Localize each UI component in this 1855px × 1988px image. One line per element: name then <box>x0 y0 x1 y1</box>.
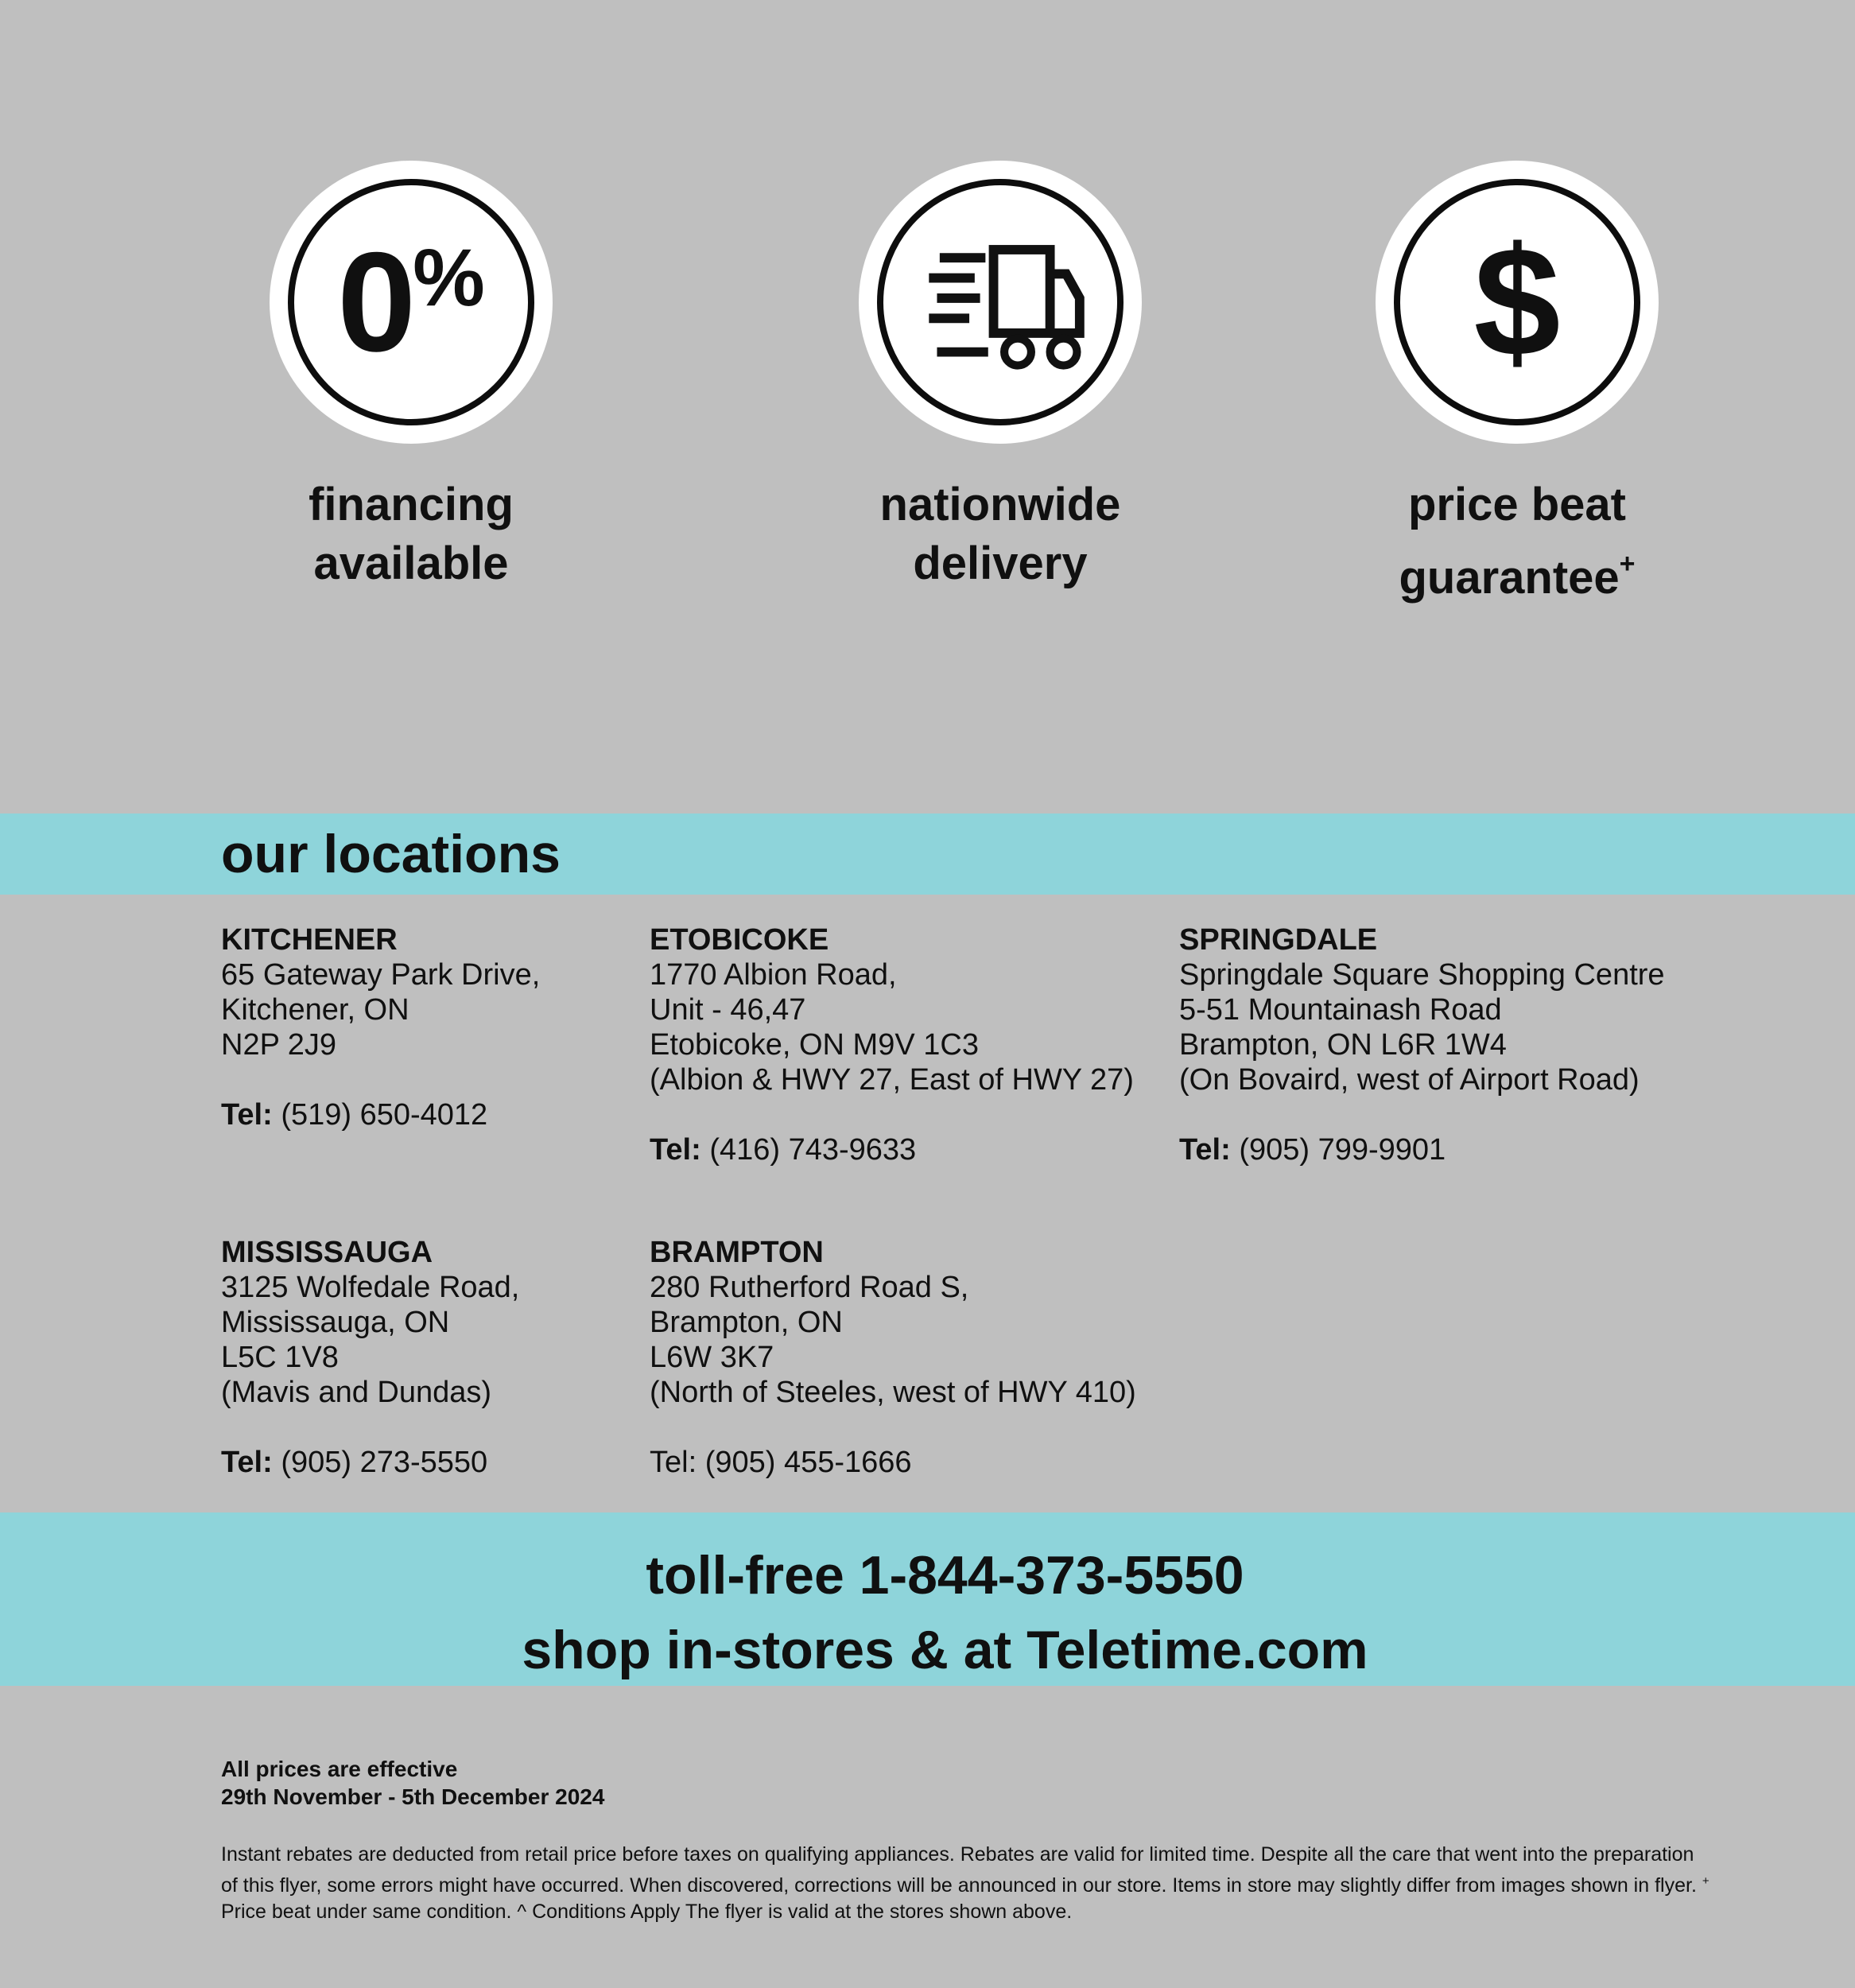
fine-print-line: Price beat under same condition. ^ Conditions Apply The flyer is valid at the stores shown above. <box>221 1901 1073 1923</box>
locations-banner <box>0 813 1855 895</box>
feature-delivery <box>794 161 1207 593</box>
phone-line <box>650 1445 1179 1480</box>
address-line: 3125 Wolfedale Road, <box>221 1271 520 1304</box>
tel-label: Tel: <box>650 1446 697 1479</box>
address-line: Brampton, ON <box>650 1306 843 1339</box>
feature-label-line: available <box>313 538 509 589</box>
address-line: 1770 Albion Road, <box>650 958 897 992</box>
address-line: (Mavis and Dundas) <box>221 1376 492 1409</box>
prices-effective-note <box>221 1755 604 1811</box>
fine-print-text: of this flyer, some errors might have occurred. When discovered, corrections will be announced in our store. Items in store may slightly differ from images shown in flyer. <box>221 1874 1697 1897</box>
address-line: L6W 3K7 <box>650 1341 774 1374</box>
zero-percent-icon <box>270 161 553 444</box>
feature-label-text: guarantee <box>1399 552 1620 604</box>
delivery-truck-glyph <box>913 227 1088 378</box>
phone-number: (905) 273-5550 <box>281 1446 488 1479</box>
address-line: Kitchener, ON <box>221 993 409 1027</box>
location-springdale <box>1179 922 1855 1167</box>
tel-label: Tel: <box>221 1098 273 1132</box>
location-name: BRAMPTON <box>650 1236 824 1269</box>
dollar-glyph: $ <box>1473 215 1561 389</box>
fine-print-line: Instant rebates are deducted from retail price before taxes on qualifying appliances. Rebates are valid for limited time. Despite all the care that went into the preparation <box>221 1843 1694 1866</box>
guarantee-superscript: + <box>1619 549 1636 579</box>
location-etobicoke <box>650 922 1179 1167</box>
feature-label-line: delivery <box>913 538 1088 589</box>
fine-print <box>221 1842 1709 1925</box>
address-line: Mississauga, ON <box>221 1306 450 1339</box>
address-line: Etobicoke, ON M9V 1C3 <box>650 1028 979 1062</box>
tel-label: Tel: <box>650 1133 701 1167</box>
fine-print-line <box>221 1868 1709 1899</box>
phone-line <box>1179 1132 1855 1167</box>
location-name: MISSISSAUGA <box>221 1236 433 1269</box>
feature-label-line <box>1310 534 1724 608</box>
locations-row-1 <box>221 922 1855 1167</box>
prices-effective-dates: 29th November - 5th December 2024 <box>221 1784 605 1809</box>
zero-digit: 0 <box>337 223 413 382</box>
location-brampton <box>650 1235 1179 1480</box>
feature-price-beat <box>1310 161 1724 608</box>
address-line: 5-51 Mountainash Road <box>1179 993 1502 1027</box>
locations-banner-title: our locations <box>221 824 561 884</box>
location-mississauga <box>221 1235 650 1480</box>
feature-financing <box>204 161 618 593</box>
phone-line <box>650 1132 1179 1167</box>
phone-line <box>221 1097 650 1132</box>
phone-line <box>221 1445 650 1480</box>
icon-ring <box>288 179 534 425</box>
feature-label-line: nationwide <box>879 479 1121 530</box>
zero-percent-text <box>337 223 485 382</box>
tel-label: Tel: <box>221 1446 273 1479</box>
phone-number: (519) 650-4012 <box>281 1098 488 1132</box>
fine-print-superscript: + <box>1702 1874 1709 1888</box>
feature-financing-label <box>204 476 618 593</box>
address-line: (On Bovaird, west of Airport Road) <box>1179 1063 1640 1097</box>
address-line: (North of Steeles, west of HWY 410) <box>650 1376 1136 1409</box>
feature-delivery-label <box>794 476 1207 593</box>
feature-label-line: price beat <box>1408 479 1626 530</box>
icon-ring <box>877 179 1123 425</box>
locations-row-2 <box>221 1235 1855 1480</box>
shop-online-line: shop in-stores & at Teletime.com <box>522 1620 1368 1680</box>
location-name: ETOBICOKE <box>650 923 829 957</box>
feature-label-line: financing <box>309 479 514 530</box>
address-line: Springdale Square Shopping Centre <box>1179 958 1665 992</box>
phone-number: (416) 743-9633 <box>709 1133 917 1167</box>
phone-number: (905) 799-9901 <box>1239 1133 1446 1167</box>
icon-ring <box>1394 179 1640 425</box>
locations-section <box>221 922 1855 1480</box>
address-line: Unit - 46,47 <box>650 993 806 1027</box>
location-name: KITCHENER <box>221 923 398 957</box>
address-line: L5C 1V8 <box>221 1341 339 1374</box>
dollar-sign-icon <box>1376 161 1659 444</box>
address-line: 65 Gateway Park Drive, <box>221 958 541 992</box>
address-line: Brampton, ON L6R 1W4 <box>1179 1028 1507 1062</box>
toll-free-line: toll-free 1-844-373-5550 <box>646 1545 1244 1606</box>
percent-sign: % <box>413 232 485 324</box>
address-line: (Albion & HWY 27, East of HWY 27) <box>650 1063 1134 1097</box>
contact-banner <box>0 1512 1855 1686</box>
location-name: SPRINGDALE <box>1179 923 1378 957</box>
prices-effective-line: All prices are effective <box>221 1757 458 1781</box>
phone-number: (905) 455-1666 <box>704 1446 912 1479</box>
location-kitchener <box>221 922 650 1132</box>
tel-label: Tel: <box>1179 1133 1231 1167</box>
address-line: N2P 2J9 <box>221 1028 337 1062</box>
feature-price-beat-label <box>1310 476 1724 608</box>
delivery-truck-icon <box>859 161 1142 444</box>
address-line: 280 Rutherford Road S, <box>650 1271 969 1304</box>
